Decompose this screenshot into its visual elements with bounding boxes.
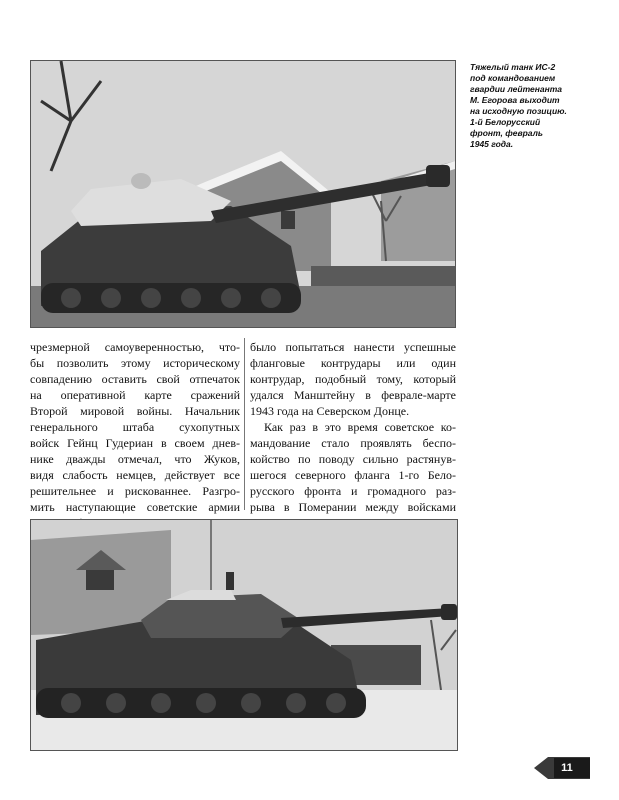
photo-is2-tank-top	[30, 60, 456, 328]
text-line: решительнее и рискованнее. Разгро-	[30, 484, 240, 498]
text-line: бы позволить этому историческому	[30, 356, 240, 370]
text-line: русского фронта и громадного раз-	[250, 484, 456, 498]
text-line: койство по поводу сильно растянув-	[250, 452, 456, 466]
text-line: 1943 года на Северском Донце.	[250, 404, 410, 418]
text-line: войск Гейнц Гудериан в своем днев-	[30, 436, 240, 450]
text-line: чрезмерной самоуверенностью, что-	[30, 340, 240, 354]
caption-line: 1-й Белорусский	[470, 117, 541, 127]
text-line: было попытаться нанести успешные	[250, 340, 456, 354]
text-line: контрудар, подобный тому, который	[250, 372, 456, 386]
caption-line: гвардии лейтенанта	[470, 84, 563, 94]
photo-caption	[470, 62, 590, 150]
caption-line: под командованием	[470, 73, 556, 83]
page-number-tab	[534, 757, 590, 779]
body-column-left	[30, 339, 240, 531]
text-line: мандование стало проявлять беспо-	[250, 436, 456, 450]
page-number: 11	[561, 762, 573, 774]
text-line: нике дважды отмечал, что Жуков,	[30, 452, 240, 466]
column-divider	[244, 338, 245, 510]
text-line: рыва в Померании между войсками	[250, 500, 456, 514]
caption-line: на исходную позицию.	[470, 106, 567, 116]
text-line: генерального штаба сухопутных	[30, 420, 240, 434]
text-line: видя слабость немцев, действует все	[30, 468, 240, 482]
text-line: совпадению оставить свой отпечаток	[30, 372, 240, 386]
caption-line: фронт, февраль	[470, 128, 543, 138]
caption-line: Тяжелый танк ИС-2	[470, 62, 556, 72]
text-line: Как раз в это время советское ко-	[264, 420, 456, 434]
caption-line: М. Егорова выходит	[470, 95, 560, 105]
text-line: Второй мировой войны. Начальник	[30, 404, 240, 418]
caption-line: 1945 года.	[470, 139, 514, 149]
text-line: на оперативной карте сражений	[30, 388, 240, 402]
text-line: мить наступающие советские армии	[30, 500, 240, 514]
photo-is2-tank-bottom	[30, 519, 458, 751]
text-line: шегося северного фланга 1-го Бело-	[250, 468, 456, 482]
text-line: фланговые контрудары или один	[250, 356, 456, 370]
text-line: удался Манштейну в феврале-марте	[250, 388, 456, 402]
body-column-right	[250, 339, 456, 531]
